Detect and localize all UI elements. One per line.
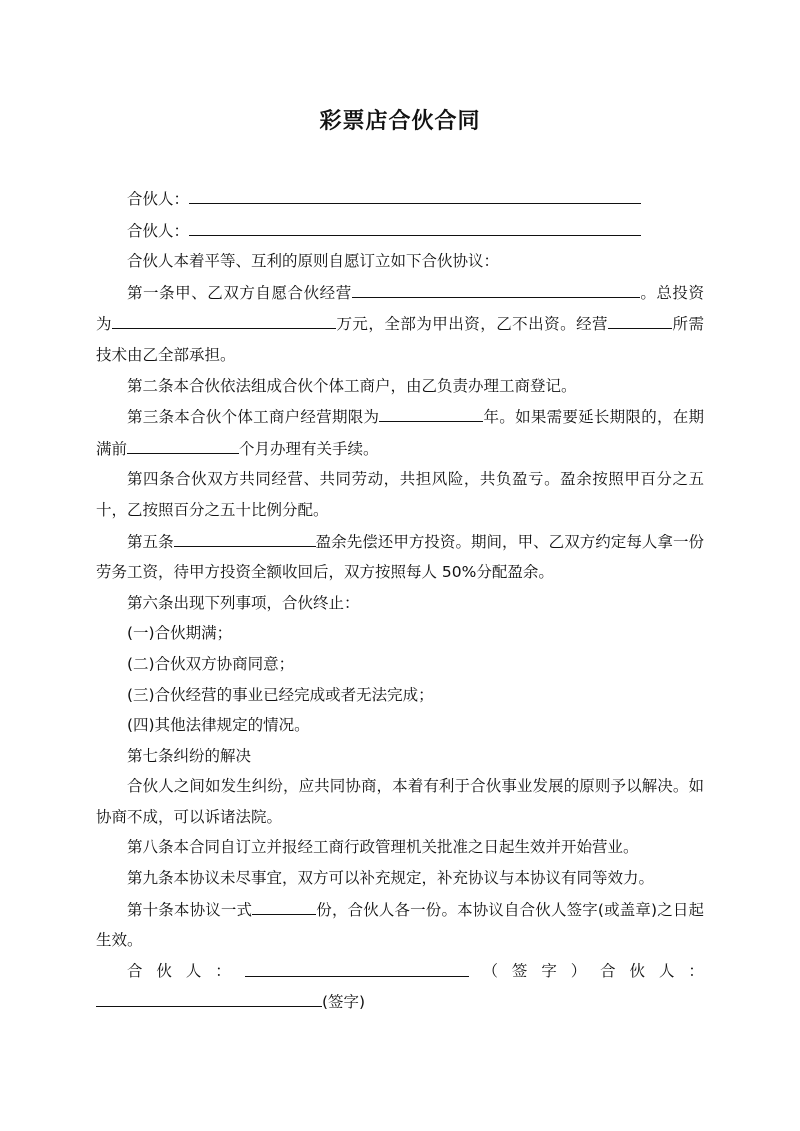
party-label: 合伙人： (127, 221, 190, 240)
copies-blank[interactable] (252, 894, 316, 915)
signature-char: 签 (511, 961, 528, 980)
signature-char: 字 (541, 961, 557, 980)
months-blank[interactable] (127, 433, 239, 454)
article-7-body: 合伙人之间如发生纠纷，应共同协商，本着有利于合伙事业发展的原则予以解决。如协商不成，可以诉诸法院。 (96, 777, 704, 826)
article-3 (96, 401, 704, 464)
intro-paragraph: 合伙人本着平等、互利的原则自愿订立如下合伙协议： (127, 252, 500, 271)
article-3-text: 第三条本合伙个体工商户经营期限为 (127, 408, 380, 427)
party-name-blank[interactable] (189, 183, 641, 204)
term-years-blank[interactable] (379, 401, 483, 422)
signature-line-2 (96, 986, 704, 1018)
article-6-item: (三)合伙经营的事业已经完成或者无法完成； (127, 685, 434, 704)
article-7-head: 第七条纠纷的解决 (127, 746, 252, 765)
party-line-2 (96, 215, 704, 247)
signature-char: 人 (185, 961, 202, 980)
article-10-text: 份，合伙人各一份。本协议自合伙人签字(或盖章)之日起生效。 (96, 900, 704, 950)
signature-char: ： (215, 961, 231, 980)
party-line-1 (96, 183, 704, 215)
article-6-item: (四)其他法律规定的情况。 (127, 716, 310, 735)
signature-char: 合 (600, 961, 616, 980)
signature-char: （ (482, 961, 499, 980)
business-blank[interactable] (352, 277, 640, 298)
article-10 (96, 894, 704, 956)
article-6-head: 第六条出现下列事项，合伙终止： (127, 593, 360, 612)
article-1-text: 所需技术由乙全部承担。 (96, 315, 704, 364)
signature-label: (签字) (322, 993, 366, 1012)
article-6-item: (一)合伙期满； (127, 624, 233, 643)
party-name-blank[interactable] (189, 215, 641, 236)
signature-char: ： (688, 961, 704, 980)
article-1-text: 。总投资为 (96, 283, 704, 334)
investment-blank[interactable] (112, 308, 336, 329)
article-2: 第二条本合伙依法组成合伙个体工商户，由乙负责办理工商登记。 (127, 376, 577, 395)
article-3-text: 年。如果需要延长期限的，在期满前 (96, 408, 704, 458)
article-1-text: 第一条甲、乙双方自愿合伙经营 (127, 283, 352, 302)
operation-blank[interactable] (608, 308, 672, 329)
signature-char: ） (570, 961, 587, 980)
article-5-text: 第五条 (127, 532, 174, 551)
article-8: 第八条本合同自订立并报经工商行政管理机关批准之日起生效并开始营业。 (127, 838, 639, 857)
signature-char: 合 (127, 961, 143, 980)
article-5 (96, 526, 704, 588)
contract-body (96, 183, 704, 1018)
article-10-text: 第十条本协议一式 (127, 900, 253, 919)
article-1 (96, 277, 704, 371)
article-9: 第九条本协议未尽事宜，双方可以补充规定，补充协议与本协议有同等效力。 (127, 869, 655, 888)
article-1-text: 万元，全部为甲出资，乙不出资。经营 (335, 315, 609, 334)
signature-char: 人 (658, 961, 675, 980)
signature-blank[interactable] (245, 956, 469, 977)
signature-blank[interactable] (96, 986, 322, 1007)
article-3-text: 个月办理有关手续。 (239, 439, 379, 458)
article-5-text: 盈余先偿还甲方投资。期间，甲、乙双方约定每人拿一份劳务工资，待甲方投资全额收回后，双方按照每人 50%分配盈余。 (96, 532, 704, 582)
article-5-blank[interactable] (174, 526, 316, 547)
article-4: 第四条合伙双方共同经营、共同劳动，共担风险，共负盈亏。盈余按照甲百分之五十，乙按照百分之五十比例分配。 (96, 470, 704, 519)
signature-char: 伙 (629, 961, 646, 980)
signature-char: 伙 (156, 961, 172, 980)
signature-line (96, 956, 704, 987)
article-6-item: (二)合伙双方协商同意； (127, 654, 295, 673)
party-label: 合伙人： (127, 190, 190, 208)
page-title: 彩票店合伙合同 (319, 109, 481, 134)
